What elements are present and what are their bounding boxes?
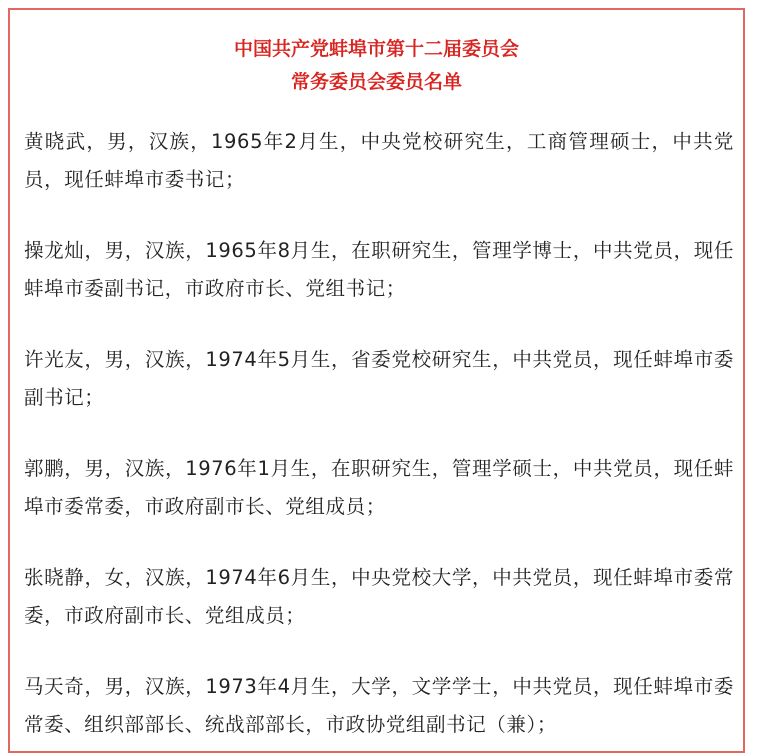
- member-entry: 操龙灿，男，汉族，1965年8月生，在职研究生，管理学博士，中共党员，现任蚌埠市委副书记，市政府市长、党组书记；: [24, 239, 734, 300]
- member-entry: 郭鹏，男，汉族，1976年1月生，在职研究生，管理学硕士，中共党员，现任蚌埠市委常委，市政府副市长、党组成员；: [24, 457, 734, 518]
- member-entry: 许光友，男，汉族，1974年5月生，省委党校研究生，中共党员，现任蚌埠市委副书记；: [24, 348, 734, 409]
- document-frame: [8, 8, 745, 753]
- document-title: 中国共产党蚌埠市第十二届委员会: [233, 38, 519, 60]
- member-entry: 马天奇，男，汉族，1973年4月生，大学，文学学士，中共党员，现任蚌埠市委常委、组织部部长、统战部部长，市政协党组副书记（兼）；: [24, 675, 734, 736]
- member-entry: 黄晓武，男，汉族，1965年2月生，中央党校研究生，工商管理硕士，中共党员，现任蚌埠市委书记；: [24, 130, 734, 191]
- member-entry: 张晓静，女，汉族，1974年6月生，中央党校大学，中共党员，现任蚌埠市委常委，市政府副市长、党组成员；: [24, 566, 734, 627]
- document-subtitle: 常务委员会委员名单: [290, 71, 462, 93]
